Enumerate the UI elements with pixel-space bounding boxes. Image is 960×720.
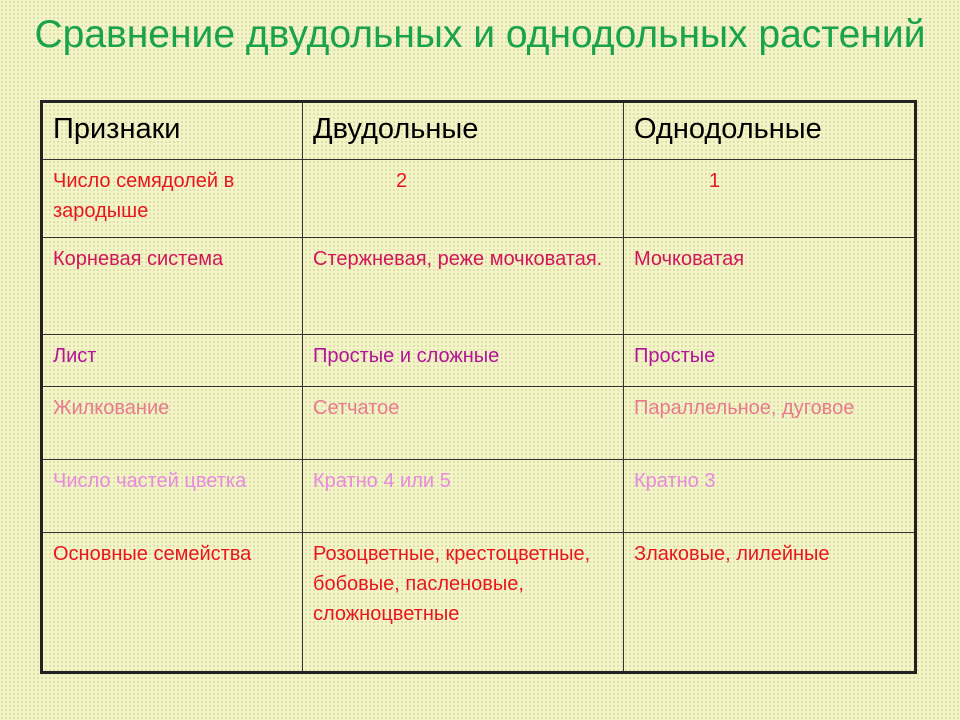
roots-monocots: Мочковатая [624, 238, 916, 335]
families-dicots: Розоцветные, крестоцветные, бобовые, пасленовые, сложноцветные [303, 533, 624, 673]
families-monocots: Злаковые, лилейные [624, 533, 916, 673]
row-feature-flower-parts: Число частей цветка [42, 460, 303, 533]
leaf-monocots: Простые [624, 335, 916, 387]
flower-parts-monocots: Кратно 3 [624, 460, 916, 533]
slide-title: Сравнение двудольных и однодольных растений [34, 13, 926, 56]
venation-dicots: Сетчатое [303, 387, 624, 460]
table-row [42, 387, 916, 460]
venation-monocots: Параллельное, дуговое [624, 387, 916, 460]
flower-parts-dicots: Кратно 4 или 5 [303, 460, 624, 533]
header-dicots: Двудольные [303, 102, 624, 160]
table-row [42, 238, 916, 335]
table-row [42, 335, 916, 387]
row-feature-roots: Корневая система [42, 238, 303, 335]
row-feature-families: Основные семейства [42, 533, 303, 673]
table-header-row [42, 102, 916, 160]
header-monocots: Однодольные [624, 102, 916, 160]
leaf-dicots: Простые и сложные [303, 335, 624, 387]
table-row [42, 160, 916, 238]
row-feature-leaf: Лист [42, 335, 303, 387]
table-row [42, 533, 916, 673]
row-feature-cotyledons: Число семядолей в зародыше [42, 160, 303, 238]
header-features: Признаки [42, 102, 303, 160]
row-feature-venation: Жилкование [42, 387, 303, 460]
cotyledons-dicots: 2 [303, 160, 624, 238]
table-row [42, 460, 916, 533]
cotyledons-monocots: 1 [624, 160, 916, 238]
roots-dicots: Стержневая, реже мочковатая. [303, 238, 624, 335]
comparison-table [40, 100, 917, 674]
